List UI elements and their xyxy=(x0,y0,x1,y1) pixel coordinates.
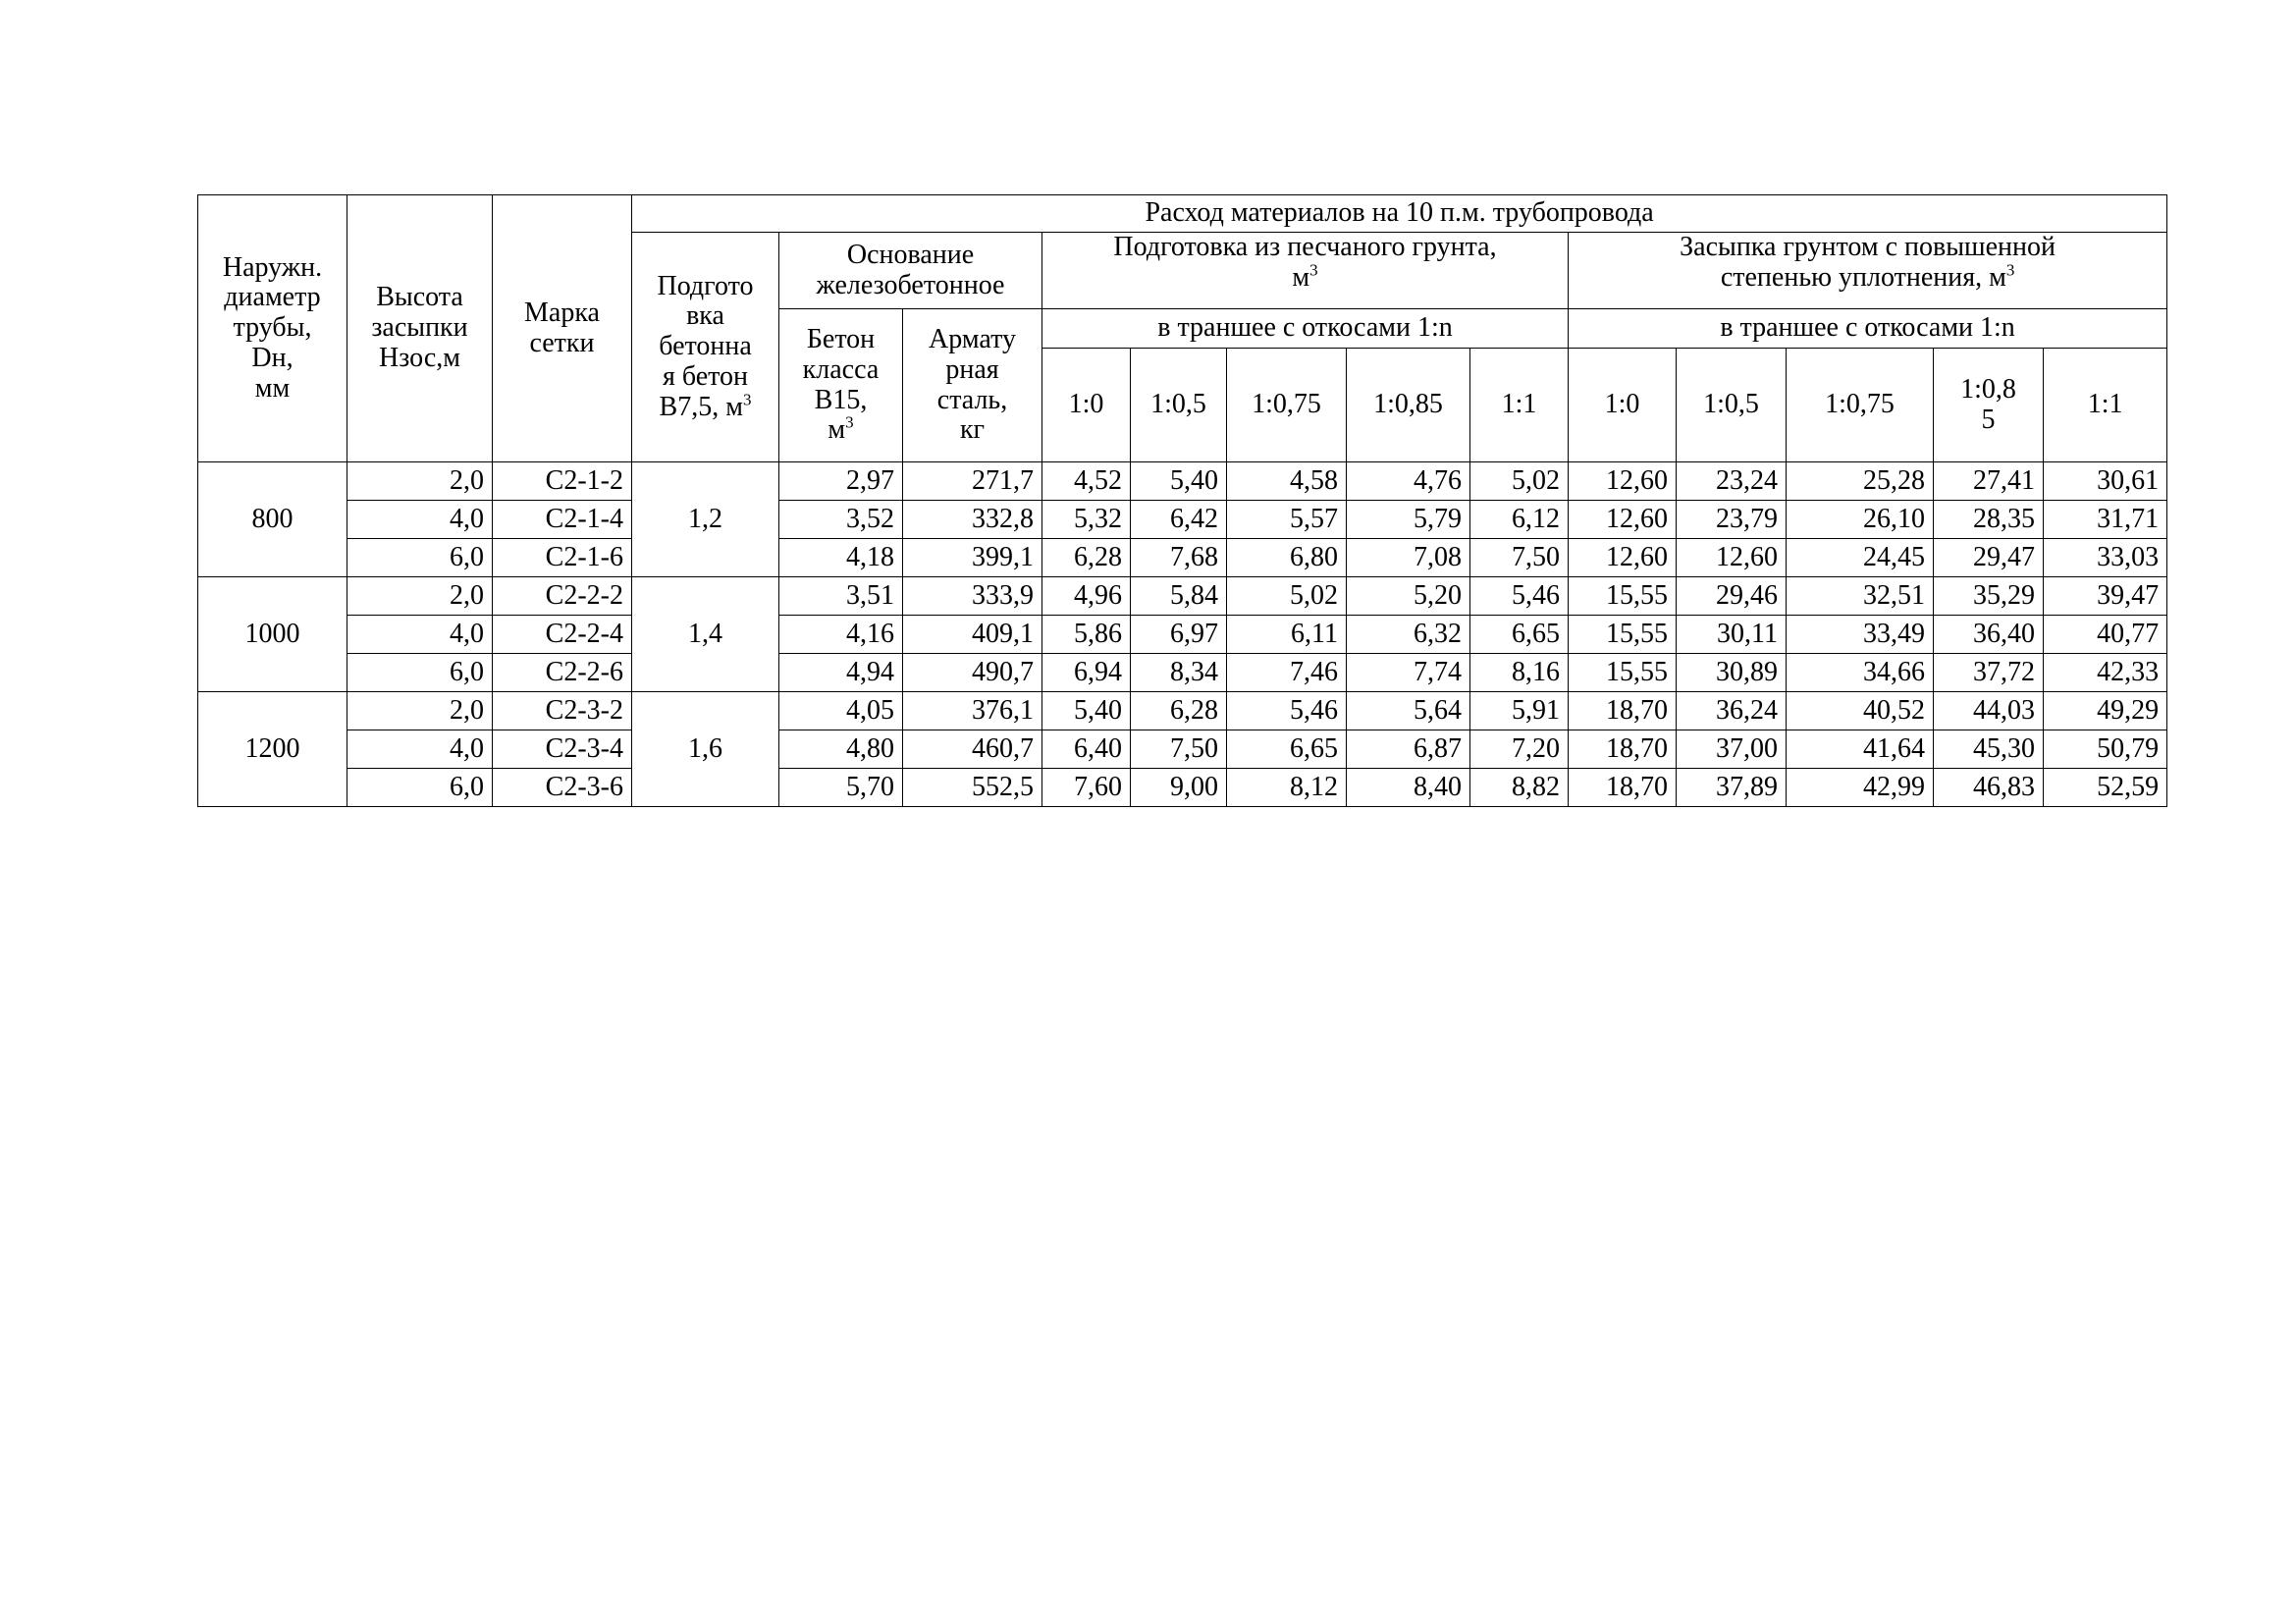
materials-table xyxy=(197,194,2167,807)
cell-mesh: С2-3-4 xyxy=(493,730,632,769)
cell-sand: 8,16 xyxy=(1470,654,1569,692)
cell-backfill: 37,89 xyxy=(1677,769,1787,807)
cell-sand: 7,08 xyxy=(1347,539,1470,577)
cell-backfill: 23,79 xyxy=(1677,501,1787,539)
cell-sand: 8,82 xyxy=(1470,769,1569,807)
table-row xyxy=(198,769,2167,807)
cell-concrete: 2,97 xyxy=(779,462,903,501)
cell-sand: 7,74 xyxy=(1347,654,1470,692)
cell-backfill: 40,52 xyxy=(1787,692,1934,730)
cell-backfill: 36,40 xyxy=(1934,616,2044,654)
cell-backfill: 28,35 xyxy=(1934,501,2044,539)
cell-backfill: 32,51 xyxy=(1787,577,1934,616)
table-row xyxy=(198,692,2167,730)
cell-backfill: 18,70 xyxy=(1569,769,1677,807)
cell-sand: 5,20 xyxy=(1347,577,1470,616)
cell-sand: 5,86 xyxy=(1042,616,1131,654)
cell-sand: 6,65 xyxy=(1227,730,1347,769)
cell-sand: 4,52 xyxy=(1042,462,1131,501)
cell-backfill: 45,30 xyxy=(1934,730,2044,769)
header-concrete: Бетон класса В15, $м^3$ xyxy=(779,309,903,462)
header-height: Высота засыпки Hзос,м xyxy=(347,195,493,462)
cell-backfill: 12,60 xyxy=(1569,462,1677,501)
cell-backfill: 30,11 xyxy=(1677,616,1787,654)
cell-backfill: 30,89 xyxy=(1677,654,1787,692)
cell-sand: 5,40 xyxy=(1042,692,1131,730)
header-slope: 1:1 xyxy=(1470,349,1569,462)
cell-sand: 5,64 xyxy=(1347,692,1470,730)
cell-backfill: 42,33 xyxy=(2044,654,2167,692)
cell-height: 2,0 xyxy=(347,462,493,501)
cell-sand: 8,40 xyxy=(1347,769,1470,807)
cell-sand: 6,12 xyxy=(1470,501,1569,539)
table-row xyxy=(198,616,2167,654)
cell-sand: 5,02 xyxy=(1470,462,1569,501)
cell-backfill: 29,46 xyxy=(1677,577,1787,616)
cell-mesh: С2-1-6 xyxy=(493,539,632,577)
cell-concrete: 4,94 xyxy=(779,654,903,692)
cell-sand: 5,79 xyxy=(1347,501,1470,539)
cell-backfill: 49,29 xyxy=(2044,692,2167,730)
cell-backfill: 27,41 xyxy=(1934,462,2044,501)
cell-concrete: 3,51 xyxy=(779,577,903,616)
header-base: Основание железобетонное xyxy=(779,233,1042,309)
table-row xyxy=(198,501,2167,539)
cell-sand: 6,32 xyxy=(1347,616,1470,654)
cell-backfill: 46,83 xyxy=(1934,769,2044,807)
cell-backfill: 33,49 xyxy=(1787,616,1934,654)
cell-backfill: 37,00 xyxy=(1677,730,1787,769)
cell-prep: 1,2 xyxy=(632,462,779,577)
cell-backfill: 29,47 xyxy=(1934,539,2044,577)
cell-sand: 7,46 xyxy=(1227,654,1347,692)
header-slope: 1:0 xyxy=(1569,349,1677,462)
cell-backfill: 31,71 xyxy=(2044,501,2167,539)
cell-diameter: 1200 xyxy=(198,692,347,807)
cell-concrete: 5,70 xyxy=(779,769,903,807)
cell-backfill: 15,55 xyxy=(1569,577,1677,616)
header-sand: Подготовка из песчаного грунта, $м^3$ xyxy=(1042,233,1569,309)
cell-sand: 7,68 xyxy=(1131,539,1227,577)
cell-height: 6,0 xyxy=(347,654,493,692)
cell-steel: 333,9 xyxy=(903,577,1042,616)
cell-backfill: 18,70 xyxy=(1569,730,1677,769)
cell-sand: 9,00 xyxy=(1131,769,1227,807)
cell-mesh: С2-1-2 xyxy=(493,462,632,501)
cell-backfill: 36,24 xyxy=(1677,692,1787,730)
cell-backfill: 15,55 xyxy=(1569,654,1677,692)
cell-backfill: 40,77 xyxy=(2044,616,2167,654)
header-slope: 1:0,5 xyxy=(1131,349,1227,462)
cell-steel: 552,5 xyxy=(903,769,1042,807)
cell-concrete: 4,80 xyxy=(779,730,903,769)
cell-mesh: С2-2-6 xyxy=(493,654,632,692)
cell-sand: 7,50 xyxy=(1470,539,1569,577)
cell-sand: 5,57 xyxy=(1227,501,1347,539)
cell-sand: 5,46 xyxy=(1470,577,1569,616)
header-trench-sand: в траншее с откосами 1:n xyxy=(1042,309,1569,349)
header-slope: 1:0,85 xyxy=(1347,349,1470,462)
cell-backfill: 50,79 xyxy=(2044,730,2167,769)
table-body xyxy=(198,462,2167,807)
cell-height: 2,0 xyxy=(347,577,493,616)
cell-concrete: 4,05 xyxy=(779,692,903,730)
cell-backfill: 34,66 xyxy=(1787,654,1934,692)
cell-backfill: 42,99 xyxy=(1787,769,1934,807)
header-slope: 1:0 xyxy=(1042,349,1131,462)
cell-diameter: 1000 xyxy=(198,577,347,692)
cell-steel: 409,1 xyxy=(903,616,1042,654)
cell-steel: 490,7 xyxy=(903,654,1042,692)
cell-sand: 5,91 xyxy=(1470,692,1569,730)
header-steel: Армату рная сталь, кг xyxy=(903,309,1042,462)
cell-height: 4,0 xyxy=(347,501,493,539)
cell-concrete: 4,18 xyxy=(779,539,903,577)
cell-mesh: С2-2-4 xyxy=(493,616,632,654)
cell-backfill: 39,47 xyxy=(2044,577,2167,616)
cell-concrete: 3,52 xyxy=(779,501,903,539)
table-row xyxy=(198,462,2167,501)
cell-sand: 8,34 xyxy=(1131,654,1227,692)
cell-height: 4,0 xyxy=(347,730,493,769)
cell-backfill: 12,60 xyxy=(1569,539,1677,577)
cell-steel: 399,1 xyxy=(903,539,1042,577)
cell-steel: 332,8 xyxy=(903,501,1042,539)
header-diameter: Наружн. диаметр трубы, Dн, мм xyxy=(198,195,347,462)
cell-backfill: 18,70 xyxy=(1569,692,1677,730)
table-row xyxy=(198,654,2167,692)
header-slope: 1:0,75 xyxy=(1787,349,1934,462)
cell-sand: 8,12 xyxy=(1227,769,1347,807)
cell-height: 4,0 xyxy=(347,616,493,654)
cell-backfill: 37,72 xyxy=(1934,654,2044,692)
cell-mesh: С2-2-2 xyxy=(493,577,632,616)
cell-backfill: 26,10 xyxy=(1787,501,1934,539)
cell-backfill: 52,59 xyxy=(2044,769,2167,807)
cell-sand: 5,32 xyxy=(1042,501,1131,539)
cell-sand: 7,50 xyxy=(1131,730,1227,769)
cell-sand: 6,97 xyxy=(1131,616,1227,654)
header-backfill: Засыпка грунтом с повышенной степенью уплотнения, $м^3$ xyxy=(1569,233,2167,309)
cell-backfill: 41,64 xyxy=(1787,730,1934,769)
cell-sand: 6,94 xyxy=(1042,654,1131,692)
cell-backfill: 25,28 xyxy=(1787,462,1934,501)
table-row xyxy=(198,577,2167,616)
header-mesh: Марка сетки xyxy=(493,195,632,462)
cell-sand: 6,87 xyxy=(1347,730,1470,769)
header-slope: 1:0,5 xyxy=(1677,349,1787,462)
cell-height: 6,0 xyxy=(347,769,493,807)
cell-backfill: 44,03 xyxy=(1934,692,2044,730)
cell-sand: 5,84 xyxy=(1131,577,1227,616)
cell-mesh: С2-3-6 xyxy=(493,769,632,807)
cell-sand: 7,20 xyxy=(1470,730,1569,769)
cell-sand: 6,28 xyxy=(1042,539,1131,577)
cell-steel: 376,1 xyxy=(903,692,1042,730)
cell-backfill: 12,60 xyxy=(1569,501,1677,539)
cell-sand: 6,40 xyxy=(1042,730,1131,769)
cell-backfill: 23,24 xyxy=(1677,462,1787,501)
cell-sand: 6,28 xyxy=(1131,692,1227,730)
cell-sand: 7,60 xyxy=(1042,769,1131,807)
cell-backfill: 33,03 xyxy=(2044,539,2167,577)
cell-sand: 6,42 xyxy=(1131,501,1227,539)
cell-sand: 4,96 xyxy=(1042,577,1131,616)
cell-height: 2,0 xyxy=(347,692,493,730)
cell-mesh: С2-3-2 xyxy=(493,692,632,730)
cell-backfill: 12,60 xyxy=(1677,539,1787,577)
header-slope: 1:1 xyxy=(2044,349,2167,462)
cell-steel: 271,7 xyxy=(903,462,1042,501)
header-slope: 1:0,75 xyxy=(1227,349,1347,462)
cell-steel: 460,7 xyxy=(903,730,1042,769)
cell-concrete: 4,16 xyxy=(779,616,903,654)
cell-sand: 5,46 xyxy=(1227,692,1347,730)
cell-sand: 4,58 xyxy=(1227,462,1347,501)
header-slope: 1:0,8 5 xyxy=(1934,349,2044,462)
cell-diameter: 800 xyxy=(198,462,347,577)
cell-sand: 6,80 xyxy=(1227,539,1347,577)
cell-backfill: 24,45 xyxy=(1787,539,1934,577)
cell-backfill: 15,55 xyxy=(1569,616,1677,654)
cell-mesh: С2-1-4 xyxy=(493,501,632,539)
cell-backfill: 35,29 xyxy=(1934,577,2044,616)
table-row xyxy=(198,539,2167,577)
cell-sand: 5,02 xyxy=(1227,577,1347,616)
cell-sand: 4,76 xyxy=(1347,462,1470,501)
cell-sand: 6,65 xyxy=(1470,616,1569,654)
cell-prep: 1,4 xyxy=(632,577,779,692)
header-prep-concrete: Подгото вка бетонна я бетон В7,5, $м^3$ xyxy=(632,233,779,462)
cell-prep: 1,6 xyxy=(632,692,779,807)
cell-backfill: 30,61 xyxy=(2044,462,2167,501)
header-materials: Расход материалов на 10 п.м. трубопровода xyxy=(632,195,2167,233)
cell-sand: 5,40 xyxy=(1131,462,1227,501)
cell-sand: 6,11 xyxy=(1227,616,1347,654)
table-row xyxy=(198,730,2167,769)
cell-height: 6,0 xyxy=(347,539,493,577)
header-trench-backfill: в траншее с откосами 1:n xyxy=(1569,309,2167,349)
